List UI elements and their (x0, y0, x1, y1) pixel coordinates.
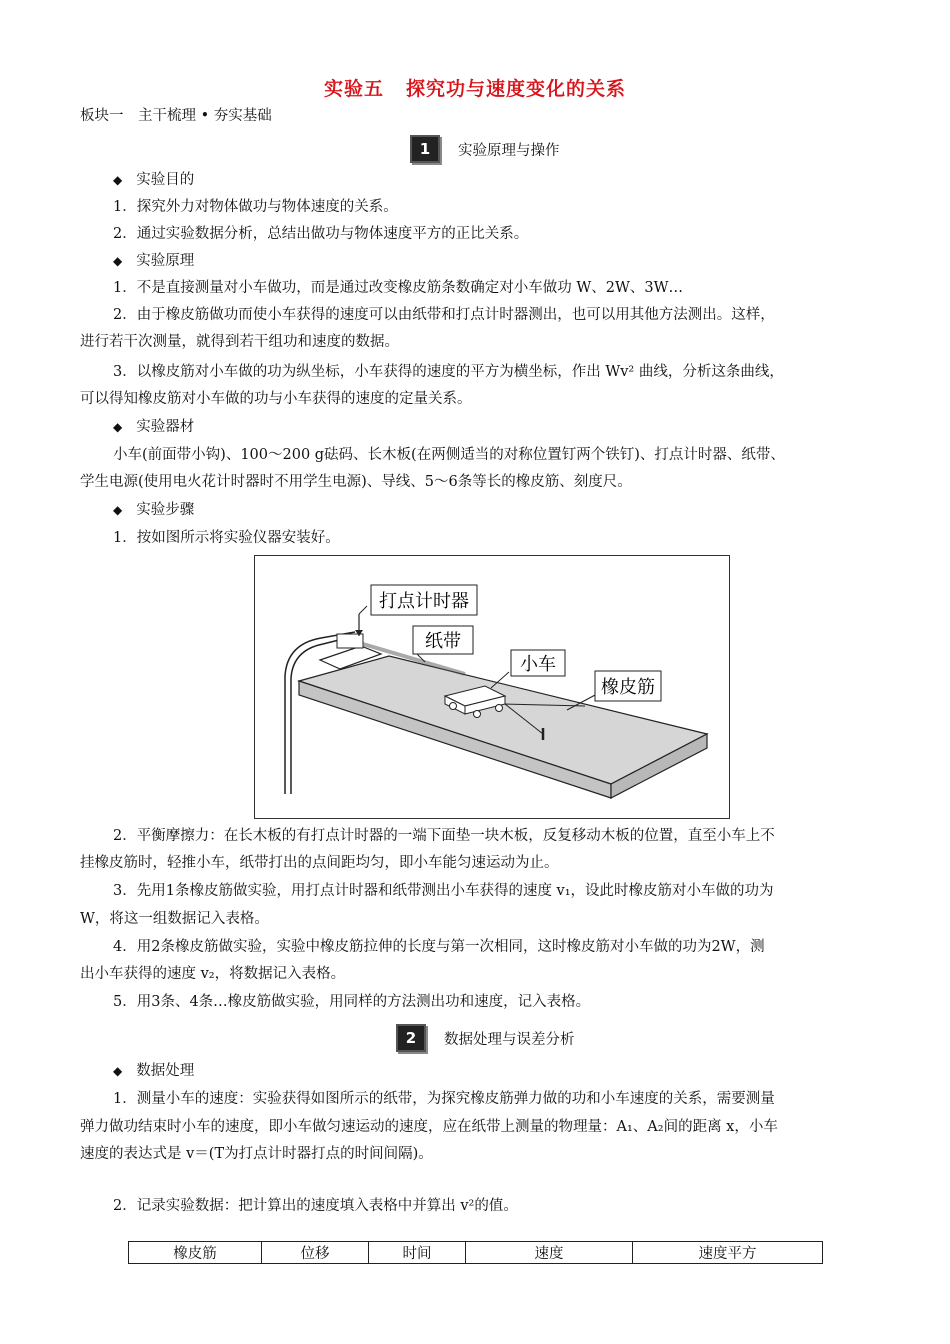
table-header-cell: 速度 (466, 1242, 633, 1264)
apparatus-figure (254, 555, 730, 819)
step-4: 4．用2条橡皮筋做实验，实验中橡皮筋拉伸的长度与第一次相同，这时橡皮筋对小车做的功为2W，测 (113, 939, 765, 955)
section-header: 板块一 主干梳理 • 夯实基础 (80, 108, 272, 124)
data-item-1-cont2: 速度的表达式是 v＝(T为打点计时器打点的时间间隔)。 (80, 1146, 433, 1162)
step-5: 5．用3条、4条…橡皮筋做实验，用同样的方法测出功和速度，记入表格。 (113, 994, 591, 1010)
label-timer: 打点计时器 (379, 591, 469, 612)
table-header-cell: 位移 (262, 1242, 369, 1264)
section-badge-2 (396, 1024, 575, 1052)
table-header-cell: 时间 (369, 1242, 466, 1264)
principle-item-3-cont: 可以得知橡皮筋对小车做的功与小车获得的速度的定量关系。 (80, 391, 472, 407)
step-3: 3．先用1条橡皮筋做实验，用打点计时器和纸带测出小车获得的速度 v₁，设此时橡皮筋对小车做的功为 (113, 883, 774, 899)
step-1: 1．按如图所示将实验仪器安装好。 (113, 530, 340, 546)
badge-label: 数据处理与误差分析 (444, 1031, 575, 1048)
diamond-icon: ◆ (113, 1064, 123, 1078)
principle-item-3: 3．以橡皮筋对小车做的功为纵坐标，小车获得的速度的平方为横坐标，作出 Wv² 曲线，分析这条曲线， (113, 364, 784, 380)
badge-label: 实验原理与操作 (458, 142, 560, 159)
diamond-icon: ◆ (113, 173, 123, 187)
step-4-cont: 出小车获得的速度 v₂，将数据记入表格。 (80, 966, 346, 982)
heading-data: ◆ 数据处理 (113, 1063, 195, 1079)
heading-steps: ◆ 实验步骤 (113, 502, 195, 518)
table-header-row (129, 1242, 823, 1264)
table-header-cell: 橡皮筋 (129, 1242, 262, 1264)
badge-number: 2 (396, 1024, 426, 1052)
equipment-line-1: 小车(前面带小钩)、100～200 g砝码、长木板(在两侧适当的对称位置钉两个铁钉)、打点计时器、纸带、 (113, 447, 785, 463)
label-cart: 小车 (520, 654, 556, 675)
heading-purpose: ◆ 实验目的 (113, 172, 195, 188)
data-table (128, 1241, 823, 1264)
principle-item-1: 1．不是直接测量对小车做功，而是通过改变橡皮筋条数确定对小车做功 W、2W、3W… (113, 280, 683, 296)
diamond-icon: ◆ (113, 254, 123, 268)
equipment-line-2: 学生电源(使用电火花计时器时不用学生电源)、导线、5～6条等长的橡皮筋、刻度尺。 (80, 474, 632, 490)
label-tape: 纸带 (425, 631, 461, 652)
section-badge-1 (410, 135, 560, 163)
data-item-1: 1．测量小车的速度：实验获得如图所示的纸带，为探究橡皮筋弹力做的功和小车速度的关系，需要测量 (113, 1091, 775, 1107)
diamond-icon: ◆ (113, 503, 123, 517)
principle-item-2: 2．由于橡皮筋做功而使小车获得的速度可以由纸带和打点计时器测出，也可以用其他方法测出。这样， (113, 307, 775, 323)
step-2-cont: 挂橡皮筋时，轻推小车，纸带打出的点间距均匀，即小车能匀速运动为止。 (80, 855, 559, 871)
label-band: 橡皮筋 (601, 677, 655, 698)
badge-number: 1 (410, 135, 440, 163)
principle-item-2-cont: 进行若干次测量，就得到若干组功和速度的数据。 (80, 334, 399, 350)
heading-equipment: ◆ 实验器材 (113, 419, 195, 435)
table-header-cell: 速度平方 (633, 1242, 823, 1264)
purpose-item: 1．探究外力对物体做功与物体速度的关系。 (113, 199, 398, 215)
heading-principle: ◆ 实验原理 (113, 253, 195, 269)
diamond-icon: ◆ (113, 420, 123, 434)
data-item-1-cont: 弹力做功结束时小车的速度，即小车做匀速运动的速度，应在纸带上测量的物理量：A₁、A₂间的距离 x，小车 (80, 1119, 778, 1135)
step-3-cont: W，将这一组数据记入表格。 (80, 911, 269, 927)
data-item-2: 2．记录实验数据：把计算出的速度填入表格中并算出 v²的值。 (113, 1198, 518, 1214)
page-title: 实验五 探究功与速度变化的关系 (323, 78, 627, 100)
timer-body (337, 634, 363, 648)
purpose-item: 2．通过实验数据分析，总结出做功与物体速度平方的正比关系。 (113, 226, 529, 242)
cart-wheel (450, 703, 457, 710)
step-2: 2．平衡摩擦力：在长木板的有打点计时器的一端下面垫一块木板，反复移动木板的位置，直至小车上不 (113, 828, 775, 844)
apparatus-drawing (255, 556, 729, 818)
